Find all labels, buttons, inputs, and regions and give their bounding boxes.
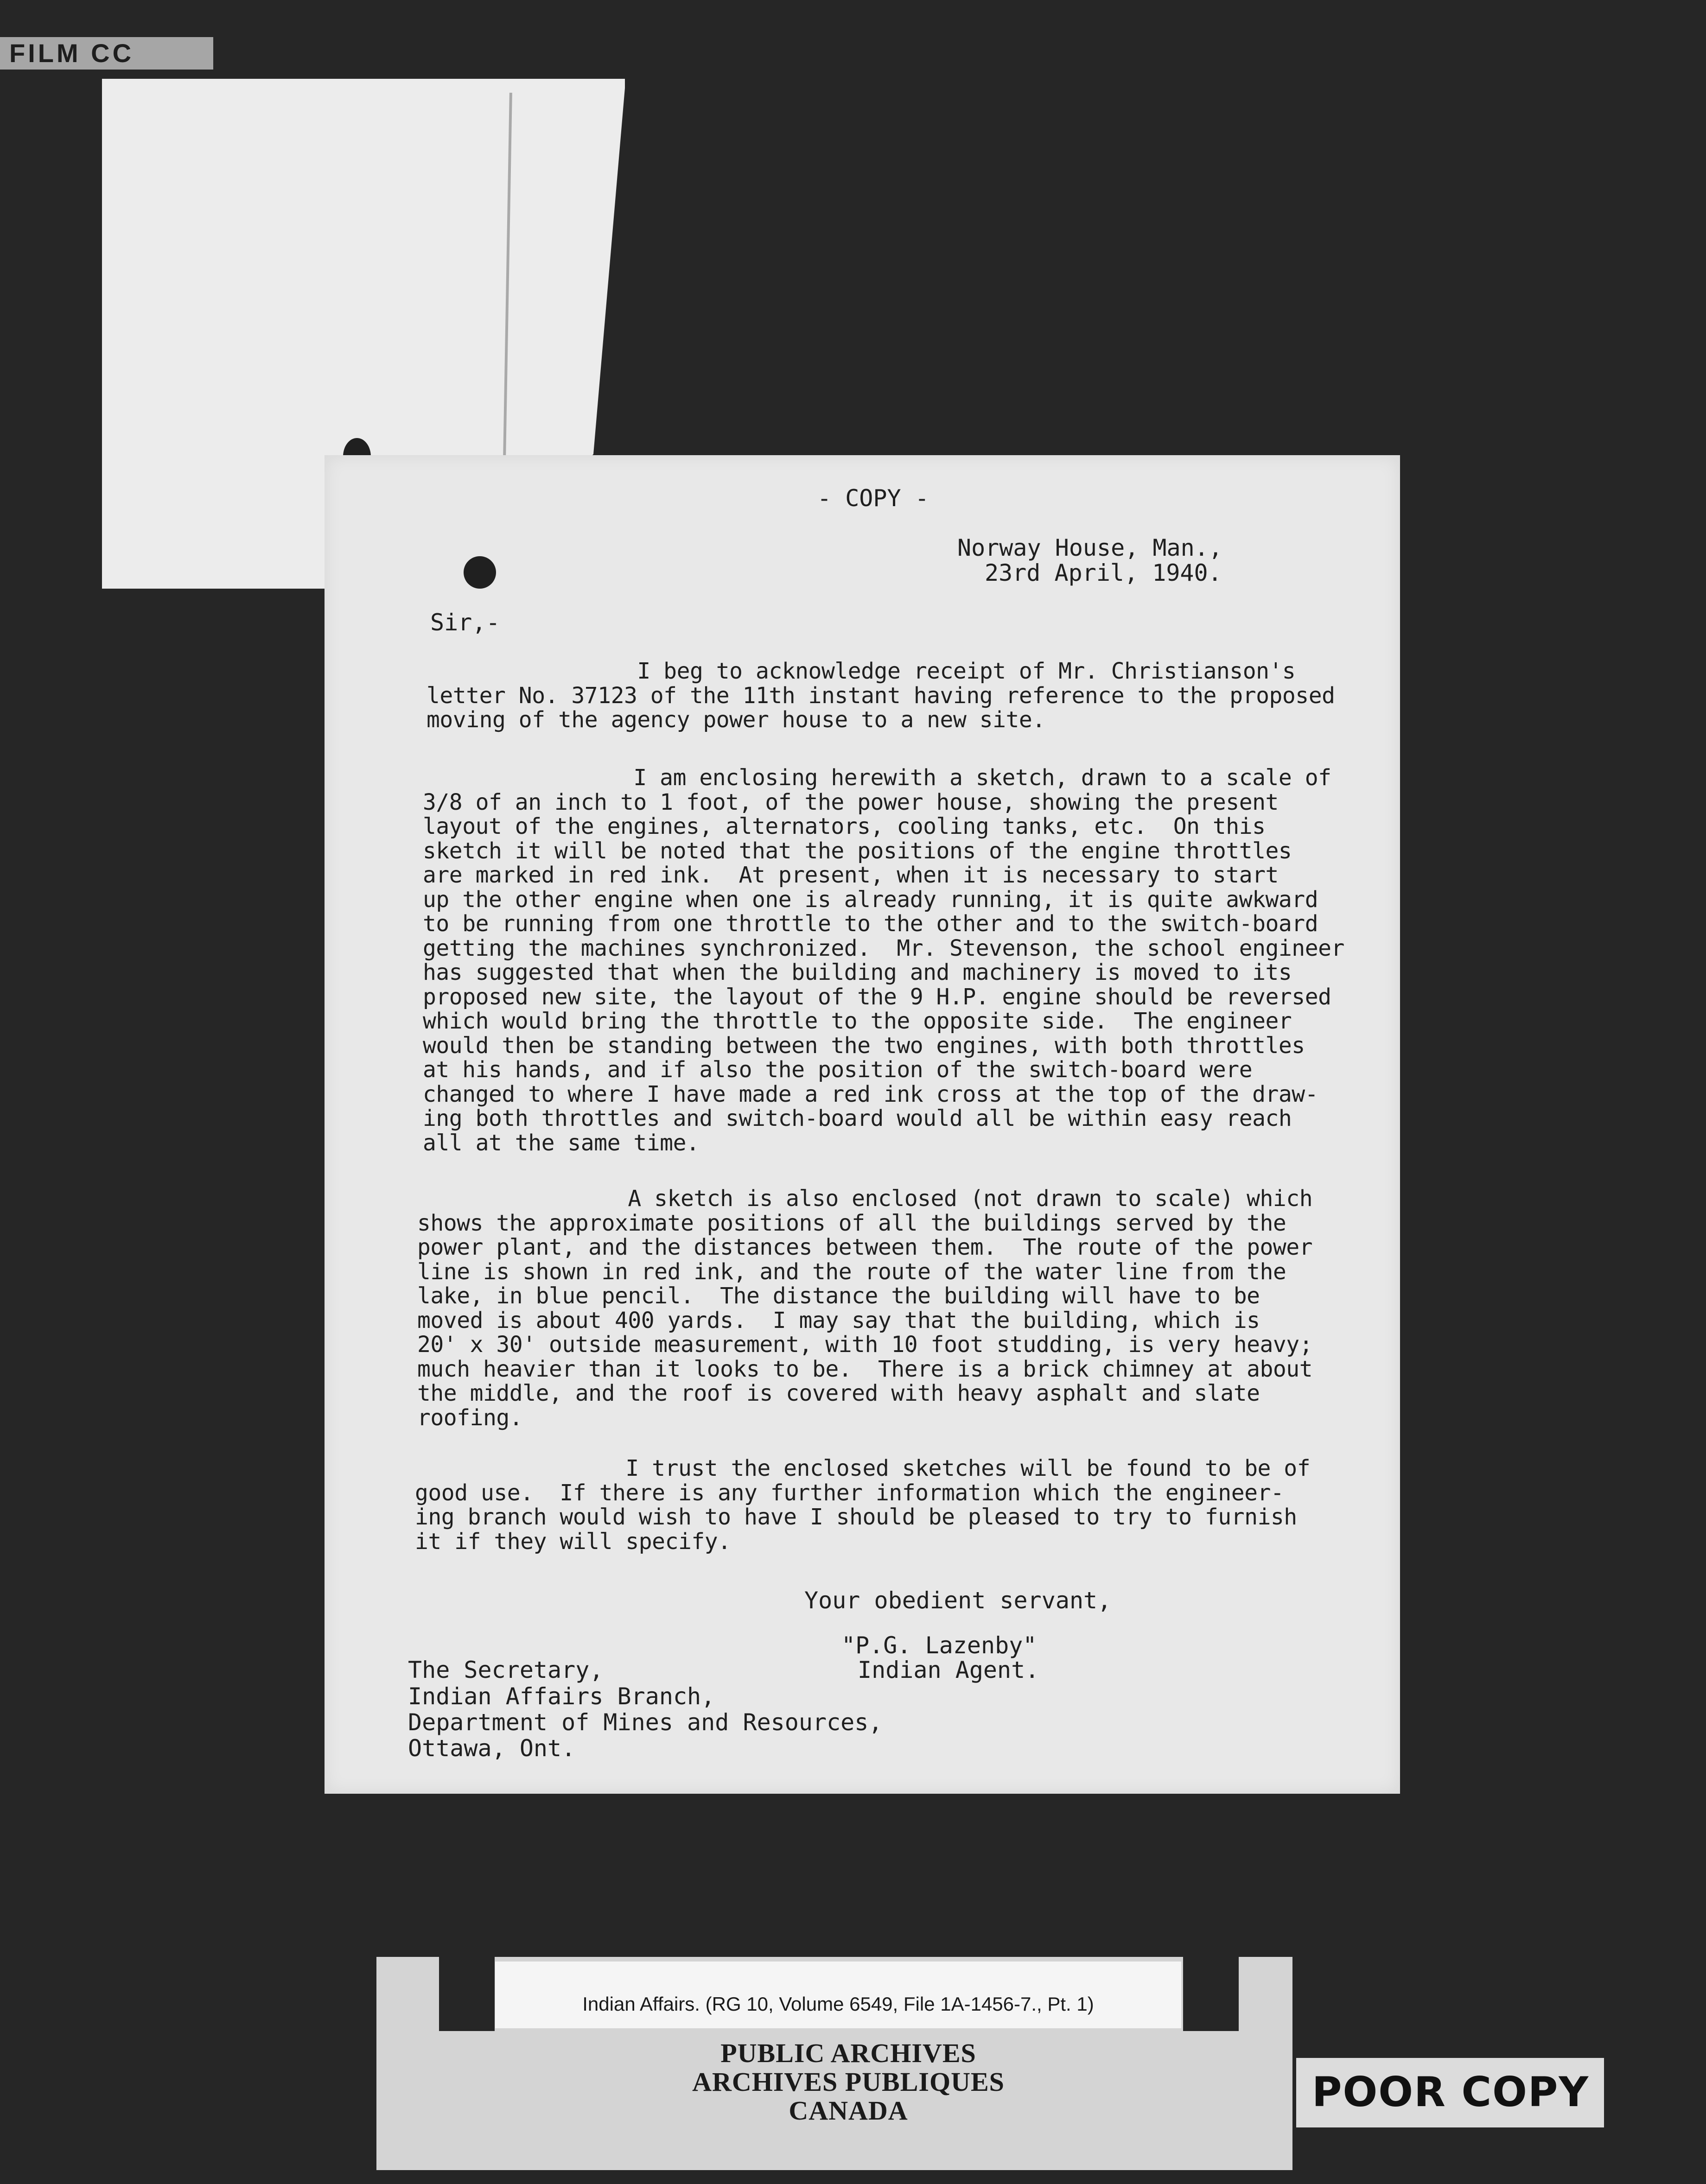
signature-title: Indian Agent. <box>858 1657 1039 1683</box>
copy-header: - COPY - <box>817 485 929 512</box>
archive-reference: Indian Affairs. (RG 10, Volume 6549, File 1A-1456-7., Pt. 1) <box>582 1993 1094 2015</box>
paragraph-3: A sketch is also enclosed (not drawn to scale) which shows the approximate positions of all the buildings served by the power plant, and the distances between them. The route of the power line is shown in red ink, and the route of the water line from the lake, in blue pencil. The distance the building will have to be moved is about 400 yards. I may say that the building, which is 20' x 30' outside measurement, with 10 foot studding, is very heavy; much heavier than it looks to be. There is a brick chimney at about the middle, and the roof is covered with heavy asphalt and slate roofing. <box>417 1186 1313 1431</box>
letter-date: 23rd April, 1940. <box>985 559 1222 586</box>
archives-line: ARCHIVES PUBLIQUES <box>692 2067 1005 2097</box>
paragraph-4: I trust the enclosed sketches will be found to be of good use. If there is any further information which the engineer- ing branch would wish to have I should be pleased to try to furnish it if they will specify. <box>415 1455 1311 1555</box>
archives-line: CANADA <box>789 2095 908 2126</box>
poor-copy-label: POOR COPY <box>1312 2068 1590 2116</box>
addressee-line: Department of Mines and Resources, <box>408 1709 883 1736</box>
letter-place: Norway House, Man., <box>957 534 1222 561</box>
punch-hole <box>464 556 496 589</box>
addressee-line: Ottawa, Ont. <box>408 1735 576 1762</box>
closing: Your obedient servant, <box>804 1587 1112 1614</box>
letter-page <box>325 455 1400 1794</box>
salutation: Sir,- <box>430 609 500 636</box>
paragraph-1: I beg to acknowledge receipt of Mr. Christianson's letter No. 37123 of the 11th instant having reference to the proposed moving of the agency power house to a new site. <box>426 658 1335 733</box>
paragraph-2: I am enclosing herewith a sketch, drawn to a scale of 3/8 of an inch to 1 foot, of the power house, showing the present layout of the engines, alternators, cooling tanks, etc. On this sketch it will be noted that the positions of the engine throttles are marked in red ink. At present, when it is necessary to start up the other engine when one is already running, it is quite awkward to be running from one throttle to the other and to the switch-board getting the machines synchronized. Mr. Stevenson, the school engineer has suggested that when the building and machinery is moved to its proposed new site, the layout of the 9 H.P. engine should be reversed which would bring the throttle to the opposite side. The engineer would then be standing between the two engines, with both throttles at his hands, and if also the position of the switch-board were changed to where I have made a red ink cross at the top of the draw- ing both throttles and switch-board would all be within easy reach all at the same time. <box>423 765 1344 1156</box>
addressee-line: Indian Affairs Branch, <box>408 1683 715 1710</box>
film-label: FILM CC <box>0 37 213 70</box>
addressee-line: The Secretary, <box>408 1657 604 1683</box>
archives-line: PUBLIC ARCHIVES <box>720 2038 976 2068</box>
signature: "P.G. Lazenby" <box>841 1632 1037 1659</box>
